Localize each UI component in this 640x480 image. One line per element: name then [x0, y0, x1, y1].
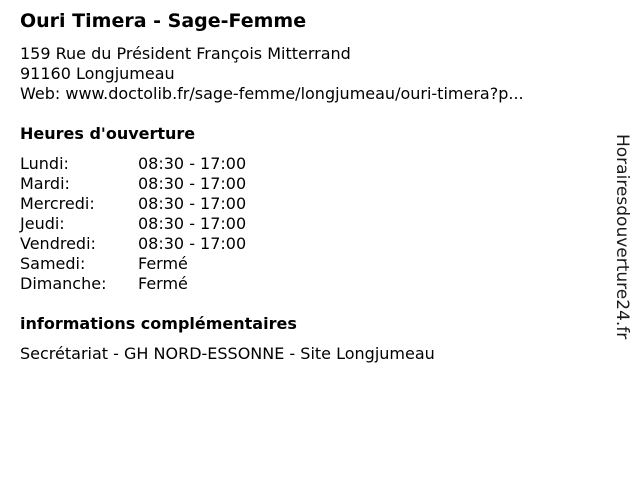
site-watermark: Horairesdouverture24.fr [612, 134, 632, 340]
hours-value: 08:30 - 17:00 [138, 154, 247, 173]
day-label: Vendredi: [20, 234, 96, 253]
day-label: Samedi: [20, 254, 86, 273]
hours-value: Fermé [138, 274, 188, 293]
day-label: Lundi: [20, 154, 69, 173]
hours-value: Fermé [138, 254, 188, 273]
day-label: Jeudi: [20, 214, 65, 233]
page-title: Ouri Timera - Sage-Femme [20, 10, 307, 32]
opening-hours-heading: Heures d'ouverture [20, 124, 196, 143]
day-label: Mercredi: [20, 194, 95, 213]
hours-value: 08:30 - 17:00 [138, 234, 247, 253]
day-label: Mardi: [20, 174, 70, 193]
hours-value: 08:30 - 17:00 [138, 214, 247, 233]
additional-info-heading: informations complémentaires [20, 314, 297, 333]
address-street: 159 Rue du Président François Mitterrand [20, 44, 351, 63]
day-label: Dimanche: [20, 274, 107, 293]
website-link[interactable]: Web: www.doctolib.fr/sage-femme/longjumeau/ouri-timera?p... [20, 84, 524, 103]
hours-value: 08:30 - 17:00 [138, 194, 247, 213]
hours-value: 08:30 - 17:00 [138, 174, 247, 193]
address-city: 91160 Longjumeau [20, 64, 175, 83]
additional-info-text: Secrétariat - GH NORD-ESSONNE - Site Longjumeau [20, 344, 435, 363]
